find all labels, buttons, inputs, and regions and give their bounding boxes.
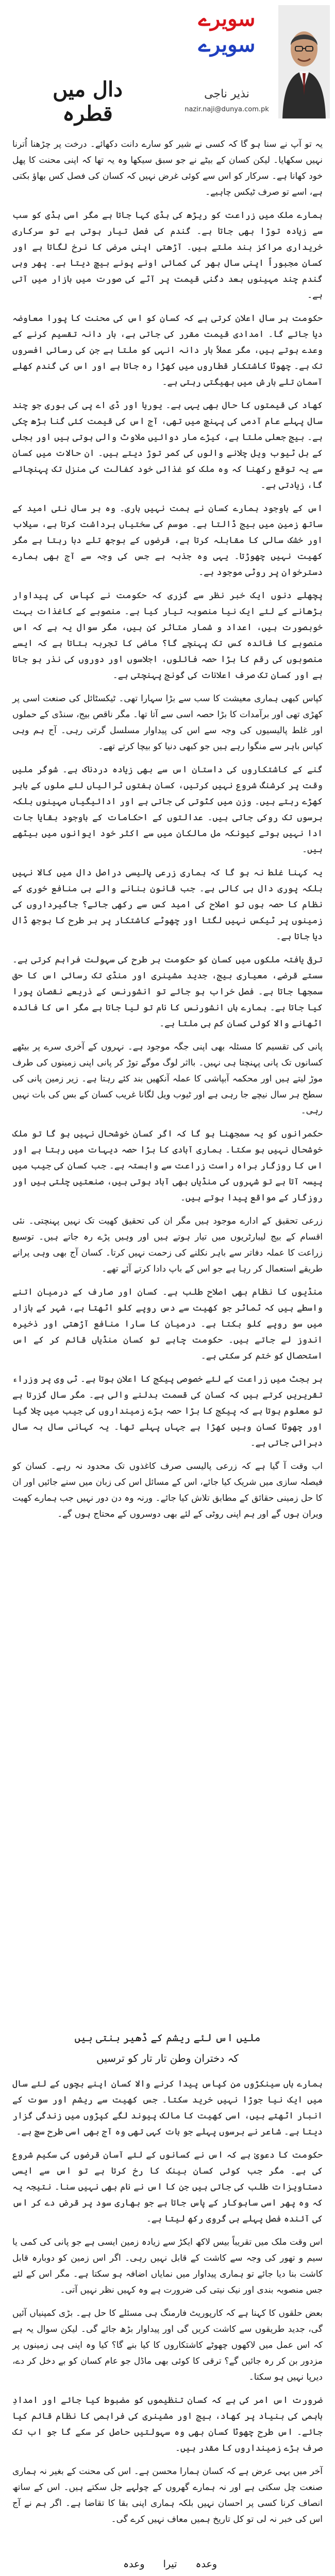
paragraph: ہمارے ملک میں زراعت کو ریڑھ کی ہڈی کہا جاتا ہے مگر اسی ہڈی کو سب سے زیادہ توڑا بھی جاتا ہے۔ گندم کی فصل تیار ہوتی ہے تو سرکاری خریداری مراکز بند ملتے ہیں۔ آڑھتی اپنی مرضی کا نرخ لگاتا ہے اور کسان مجبوراً اپنی سال بھر کی کمائی اونے پونے بیچ دیتا ہے۔ پھر وہی گندم چند مہینوں بعد دگنی قیمت پر آٹے کی صورت میں بازار میں آتی ہے۔ — [12, 210, 323, 300]
paragraph: ترقی یافتہ ملکوں میں کسان کو حکومت ہر طرح کی سہولت فراہم کرتی ہے۔ سستے قرضے، معیاری بیج، جدید مشینری اور منڈی تک رسائی اس کا حق سمجھا جاتا ہے۔ فصل خراب ہو جائے تو انشورنس کے ذریعے نقصان پورا کیا جاتا ہے۔ ہمارے ہاں انشورنس کا نام تو لیا جاتا ہے مگر اس کا فائدہ اٹھانے والا کوئی کسان کم ہی ملتا ہے۔ — [12, 955, 323, 1029]
closing-line-1: وعدہ تیرا وعدہ — [123, 2558, 217, 2570]
paragraph: اس وقت ملک میں تقریباً بیس لاکھ ایکڑ سے زیادہ زمین ایسی ہے جو پانی کی کمی یا سیم و تھور کی وجہ سے کاشت کے قابل نہیں رہی۔ اگر اس زمین کو دوبارہ قابل کاشت بنا دیا جائے تو ہماری پیداوار میں نمایاں اضافہ ہو سکتا ہے۔ مگر اس کے لئے جس منصوبہ بندی اور نیک نیتی کی ضرورت ہے وہ کہیں نظر نہیں آتی۔ — [12, 2237, 323, 2295]
paragraph: اب وقت آ گیا ہے کہ زرعی پالیسی صرف کاغذوں تک محدود نہ رہے۔ کسان کو فیصلہ سازی میں شریک کیا جائے، اس کے مسائل اس کی زبان میں سنے جائیں اور ان کا حل زمینی حقائق کے مطابق تلاش کیا جائے۔ ورنہ وہ دن دور نہیں جب ہمارے کھیت ویران ہوں گے اور ہم اپنی روٹی کے لئے بھی دوسروں کے محتاج ہوں گے۔ — [12, 1461, 323, 1519]
paragraph: یہ تو آپ نے سنا ہو گا کہ کسی نے شیر کو سارے دانت دکھائے۔ درخت پر چڑھنا اُترنا نہیں سکھایا۔ لیکن کسان کے بیٹے نے جو سبق سیکھا وہ یہ تھا کہ اپنی محنت کا پھل خود کھانا ہے۔ سرکار کو اس سے کوئی غرض نہیں کہ کسان کی فصل کس بھاؤ بکتی ہے، اسے تو صرف ٹیکس چاہیے۔ — [12, 139, 323, 197]
column-header — [0, 0, 335, 124]
paragraph: حکومت ہر سال اعلان کرتی ہے کہ کسان کو اس کی محنت کا پورا معاوضہ دیا جائے گا۔ امدادی قیمت مقرر کی جاتی ہے، بار دانہ تقسیم کرنے کے وعدے ہوتے ہیں، مگر عملاً بار دانہ انہی کو ملتا ہے جن کی رسائی افسروں تک ہے۔ چھوٹا کاشتکار قطاروں میں کھڑا رہ جاتا ہے اور اس کی گندم کھلے آسمان تلے بارش میں بھیگتی رہتی ہے۔ — [12, 313, 323, 387]
paragraph: کھاد کی قیمتوں کا حال بھی یہی ہے۔ یوریا اور ڈی اے پی کی بوری جو چند سال پہلے عام آدمی کی پہنچ میں تھی، آج اس کی قیمت کئی گنا بڑھ چکی ہے۔ بیج جعلی ملتا ہے، کیڑے مار دوائیں ملاوٹ والی ہوتی ہیں اور بجلی کے بل ٹیوب ویل چلانے والوں کی کمر توڑ دیتے ہیں۔ ان حالات میں کسان سے یہ توقع رکھنا کہ وہ ملک کو غذائی خود کفالت کی منزل تک پہنچائے گا، زیادتی ہے۔ — [12, 400, 323, 490]
article-body — [12, 137, 323, 1530]
verse-line-2: کہ دختران وطن تار تار کو ترسیں — [96, 2052, 239, 2064]
poetry-verse — [46, 2027, 289, 2069]
article-body-continued — [12, 2076, 323, 2535]
paragraph: حکمرانوں کو یہ سمجھنا ہو گا کہ اگر کسان خوشحال نہیں ہو گا تو ملک خوشحال نہیں ہو سکتا۔ ہماری آبادی کا بڑا حصہ دیہات میں رہتا ہے اور اس کا روزگار براہ راست زراعت سے وابستہ ہے۔ جب کسان کی جیب میں پیسہ آتا ہے تو شہروں کی منڈیاں بھی آباد ہوتی ہیں، صنعتیں چلتی ہیں اور روزگار کے مواقع پیدا ہوتے ہیں۔ — [12, 1129, 323, 1203]
author-email: nazir.naji@dunya.com.pk — [185, 106, 269, 113]
author-name: نذیر ناجی — [204, 88, 249, 100]
closing-verse — [62, 2555, 278, 2576]
paragraph: بعض حلقوں کا کہنا ہے کہ کارپوریٹ فارمنگ ہی مسئلے کا حل ہے۔ بڑی کمپنیاں آئیں گی، جدید طریقوں سے کاشت کریں گی اور پیداوار بڑھ جائے گی۔ لیکن سوال یہ ہے کہ اس عمل میں لاکھوں چھوٹے کاشتکاروں کا کیا بنے گا؟ کیا وہ اپنی ہی زمینوں پر مزدور بن کر رہ جائیں گے؟ ترقی کا کوئی بھی ماڈل جو عام کسان کو بے دخل کر دے، دیرپا نہیں ہو سکتا۔ — [12, 2308, 323, 2382]
paragraph: یہ کہنا غلط نہ ہو گا کہ ہماری زرعی پالیسی دراصل دال میں کالا نہیں بلکہ پوری دال ہی کالی ہے۔ جب قانون بنانے والے ہی منافع خوری کے نظام کا حصہ ہوں تو اصلاح کی امید کس سے رکھی جائے؟ جاگیرداروں کی زمینوں پر ٹیکس نہیں لگتا اور چھوٹے کاشتکار پر ہر طرح کا بوجھ ڈال دیا جاتا ہے۔ — [12, 868, 323, 942]
logo-line-1: سویرے — [198, 7, 256, 31]
author-portrait-icon — [278, 5, 330, 118]
logo-line-2: سویرے — [198, 32, 256, 57]
closing-line-2 — [62, 2573, 278, 2576]
paragraph: ضرورت اس امر کی ہے کہ کسان تنظیموں کو مضبوط کیا جائے اور امدادِ باہمی کی بنیاد پر کھاد، بیج اور مشینری کی فراہمی کا نظام قائم کیا جائے۔ اس طرح چھوٹا کسان بھی وہ سہولتیں حاصل کر سکے گا جو اب تک صرف بڑے زمینداروں کا مقدر ہیں۔ — [12, 2395, 323, 2453]
paragraph: اس کے باوجود ہمارے کسان نے ہمت نہیں ہاری۔ وہ ہر سال نئی امید کے ساتھ زمین میں بیج ڈالتا ہے۔ موسم کی سختیاں برداشت کرتا ہے، سیلاب اور خشک سالی کا مقابلہ کرتا ہے، قرضوں کے بوجھ تلے دبا رہتا ہے مگر کھیت نہیں چھوڑتا۔ یہی وہ جذبہ ہے جس کی وجہ سے آج بھی ہمارے دسترخوان پر روٹی موجود ہے۔ — [12, 503, 323, 578]
paragraph: گنے کے کاشتکاروں کی داستان اس سے بھی زیادہ دردناک ہے۔ شوگر ملیں وقت پر کرشنگ شروع نہیں کرتیں، کسان ہفتوں ٹرالیاں لئے ملوں کے باہر کھڑے رہتے ہیں۔ وزن میں کٹوتی کی جاتی ہے اور ادائیگیاں مہینوں بلکہ برسوں تک روکی جاتی ہیں۔ عدالتوں کے احکامات کے باوجود بقایا جات ادا نہیں ہوتے کیونکہ مل مالکان میں سے اکثر خود ایوانوں میں بیٹھے ہیں۔ — [12, 765, 323, 855]
paragraph: حکومت کا دعویٰ ہے کہ اس نے کسانوں کے لئے آسان قرضوں کی سکیم شروع کی ہے۔ مگر جب کوئی کسان بینک کا رخ کرتا ہے تو اس سے ایسی دستاویزات طلب کی جاتی ہیں جن کا اس نے نام بھی نہیں سنا۔ نتیجہ یہ کہ وہ پھر اسی ساہوکار کے پاس جاتا ہے جو بھاری سود پر قرض دے کر اس کی آئندہ فصل پہلے ہی گروی رکھ لیتا ہے۔ — [12, 2150, 323, 2224]
paragraph: منڈیوں کا نظام بھی اصلاح طلب ہے۔ کسان اور صارف کے درمیان اتنے واسطے ہیں کہ ٹماٹر جو کھیت سے دس روپے کلو اٹھتا ہے، شہر کے بازار میں سو روپے کلو بکتا ہے۔ درمیان کا سارا منافع آڑھتی اور ذخیرہ اندوز لے جاتے ہیں۔ حکومت چاہے تو کسان منڈیاں قائم کر کے اس استحصال کو ختم کر سکتی ہے۔ — [12, 1287, 323, 1361]
paragraph: پچھلے دنوں ایک خبر نظر سے گزری کہ حکومت نے کپاس کی پیداوار بڑھانے کے لئے ایک نیا منصوبہ تیار کیا ہے۔ منصوبے کے کاغذات بہت خوبصورت ہیں، اعداد و شمار متاثر کن ہیں، مگر سوال یہ ہے کہ اس منصوبے کا فائدہ کس تک پہنچے گا؟ ماضی کا تجربہ بتاتا ہے کہ ایسے منصوبوں کی رقم کا بڑا حصہ فائلوں، اجلاسوں اور دوروں کی نذر ہو جاتا ہے اور کسان تک صرف اعلانات کی گونج پہنچتی ہے۔ — [12, 590, 323, 681]
paragraph: آخر میں یہی عرض ہے کہ کسان ہمارا محسن ہے۔ اس کی محنت کے بغیر نہ ہماری صنعت چل سکتی ہے اور نہ ہمارے گھروں کے چولہے جل سکتے ہیں۔ اس کے ساتھ انصاف کرنا کسی پر احسان نہیں بلکہ ہماری اپنی بقا کا تقاضا ہے۔ اگر ہم نے آج اس کی خبر نہ لی تو کل تاریخ ہمیں معاف نہیں کرے گی۔ — [12, 2466, 323, 2524]
paragraph: زرعی تحقیق کے ادارے موجود ہیں مگر ان کی تحقیق کھیت تک نہیں پہنچتی۔ نئی اقسام کے بیج لیبارٹریوں میں تیار ہوتے ہیں اور وہیں پڑے رہ جاتے ہیں۔ توسیع زراعت کا عملہ دفاتر سے باہر نکلنے کی زحمت نہیں کرتا۔ کسان آج بھی وہی پرانے طریقے استعمال کر رہا ہے جو اس کے باپ دادا کرتے آئے تھے۔ — [12, 1216, 323, 1274]
paragraph: کپاس کبھی ہماری معیشت کا سب سے بڑا سہارا تھی۔ ٹیکسٹائل کی صنعت اسی پر کھڑی تھی اور برآمدات کا بڑا حصہ اسی سے آتا تھا۔ مگر ناقص بیج، سنڈی کے حملوں اور غلط پالیسیوں کی وجہ سے اس کی پیداوار مسلسل گرتی رہی۔ آج ہم وہی کپاس باہر سے منگوا رہے ہیں جو کبھی دنیا کو بیچا کرتے تھے۔ — [12, 693, 323, 752]
column-logo — [175, 6, 278, 67]
column-title: دال میں قطرہ — [53, 77, 123, 126]
paragraph: پانی کی تقسیم کا مسئلہ بھی اپنی جگہ موجود ہے۔ نہروں کے آخری سرے پر بیٹھے کسانوں تک پانی پہنچتا ہی نہیں۔ بااثر لوگ موگے توڑ کر پانی اپنی زمینوں کی طرف موڑ لیتے ہیں اور محکمہ آبپاشی کا عملہ آنکھیں بند کئے رہتا ہے۔ زیر زمین پانی کی سطح ہر سال نیچے جا رہی ہے اور ٹیوب ویل لگانا غریب کسان کے بس کی بات نہیں رہی۔ — [12, 1042, 323, 1116]
paragraph: ہر بجٹ میں زراعت کے لئے خصوصی پیکج کا اعلان ہوتا ہے۔ ٹی وی پر وزراء تقریریں کرتے ہیں کہ کسان کی قسمت بدلنے والی ہے۔ مگر سال گزرتا ہے تو معلوم ہوتا ہے کہ پیکج کا بڑا حصہ بڑے زمینداروں کی جیب میں چلا گیا اور چھوٹا کسان وہیں کھڑا ہے جہاں پہلے تھا۔ یہ کہانی سال بہ سال دہرائی جاتی ہے۔ — [12, 1374, 323, 1448]
paragraph: ہمارے ہاں سینکڑوں من کپاس پیدا کرنے والا کسان اپنے بچوں کے لئے سال میں ایک نیا جوڑا نہیں خرید سکتا۔ جس کھیت سے ریشم اور سوت کے انبار اٹھتے ہیں، اسی کھیت کا مالک پیوند لگے کپڑوں میں زندگی گزار دیتا ہے۔ شاعر نے برسوں پہلے جو بات کہی تھی وہ آج بھی اسی طرح سچ ہے۔ — [12, 2079, 323, 2137]
verse-line-1: ملیں اس لئے ریشم کے ڈھیر بنتی ہیں — [74, 2031, 261, 2044]
